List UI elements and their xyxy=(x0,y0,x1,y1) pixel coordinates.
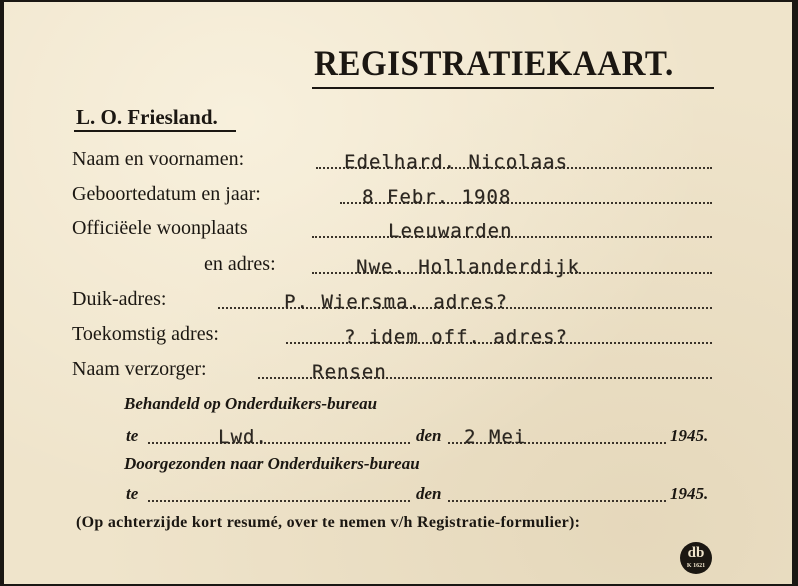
printer-logo-sub: K 1621 xyxy=(686,563,706,569)
field-label-address: en adres: xyxy=(204,253,276,275)
handled-row xyxy=(126,422,712,448)
field-label-caretaker: Naam verzorger: xyxy=(72,358,207,380)
organization-name: L. O. Friesland. xyxy=(76,105,218,129)
dotted-line xyxy=(148,442,410,444)
field-label-hiding-address: Duik-adres: xyxy=(72,288,167,310)
handled-den-label: den xyxy=(416,426,442,445)
handled-te-value: Lwd. xyxy=(218,426,268,448)
handled-heading: Behandeld op Onderduikers-bureau xyxy=(124,394,378,413)
field-row-name xyxy=(72,147,712,173)
field-label-residence: Officiëele woonplaats xyxy=(72,217,248,239)
field-value-hiding-address: P. Wiersma. adres? xyxy=(284,291,508,313)
field-row-caretaker xyxy=(72,357,712,383)
footer-note: (Op achterzijde kort resumé, over te nemen v/h Registratie-formulier): xyxy=(76,514,581,531)
organization-underline xyxy=(74,130,236,132)
field-label-future-address: Toekomstig adres: xyxy=(72,323,219,345)
field-value-residence: Leeuwarden xyxy=(388,220,513,242)
handled-den-value: 2 Mei xyxy=(464,426,527,448)
field-value-future-address: ? idem off. adres? xyxy=(344,326,568,348)
field-row-birthdate xyxy=(72,182,712,208)
forwarded-te-label: te xyxy=(126,484,139,503)
printer-logo-main: db xyxy=(687,545,705,561)
dotted-line xyxy=(448,500,666,502)
title-underline xyxy=(312,87,714,89)
forwarded-row xyxy=(126,480,712,506)
dotted-line xyxy=(148,500,410,502)
printer-logo xyxy=(680,542,712,574)
field-label-birthdate: Geboortedatum en jaar: xyxy=(72,183,261,205)
field-row-hiding-address xyxy=(72,287,712,313)
registration-card xyxy=(4,2,792,584)
forwarded-heading: Doorgezonden naar Onderduikers-bureau xyxy=(124,454,420,473)
field-value-caretaker: Rensen xyxy=(312,361,387,383)
handled-te-label: te xyxy=(126,426,139,445)
field-row-future-address xyxy=(72,322,712,348)
field-value-address: Nwe. Hollanderdijk xyxy=(356,256,580,278)
field-row-residence xyxy=(72,216,712,242)
field-label-name: Naam en voornamen: xyxy=(72,148,245,170)
card-title: REGISTRATIEKAART. xyxy=(314,43,674,83)
handled-year: 1945. xyxy=(670,426,709,445)
forwarded-den-label: den xyxy=(416,484,442,503)
field-value-birthdate: 8 Febr. 1908 xyxy=(362,186,512,208)
forwarded-year: 1945. xyxy=(670,484,709,503)
field-row-address xyxy=(204,252,712,278)
field-value-name: Edelhard. Nicolaas xyxy=(344,151,568,173)
